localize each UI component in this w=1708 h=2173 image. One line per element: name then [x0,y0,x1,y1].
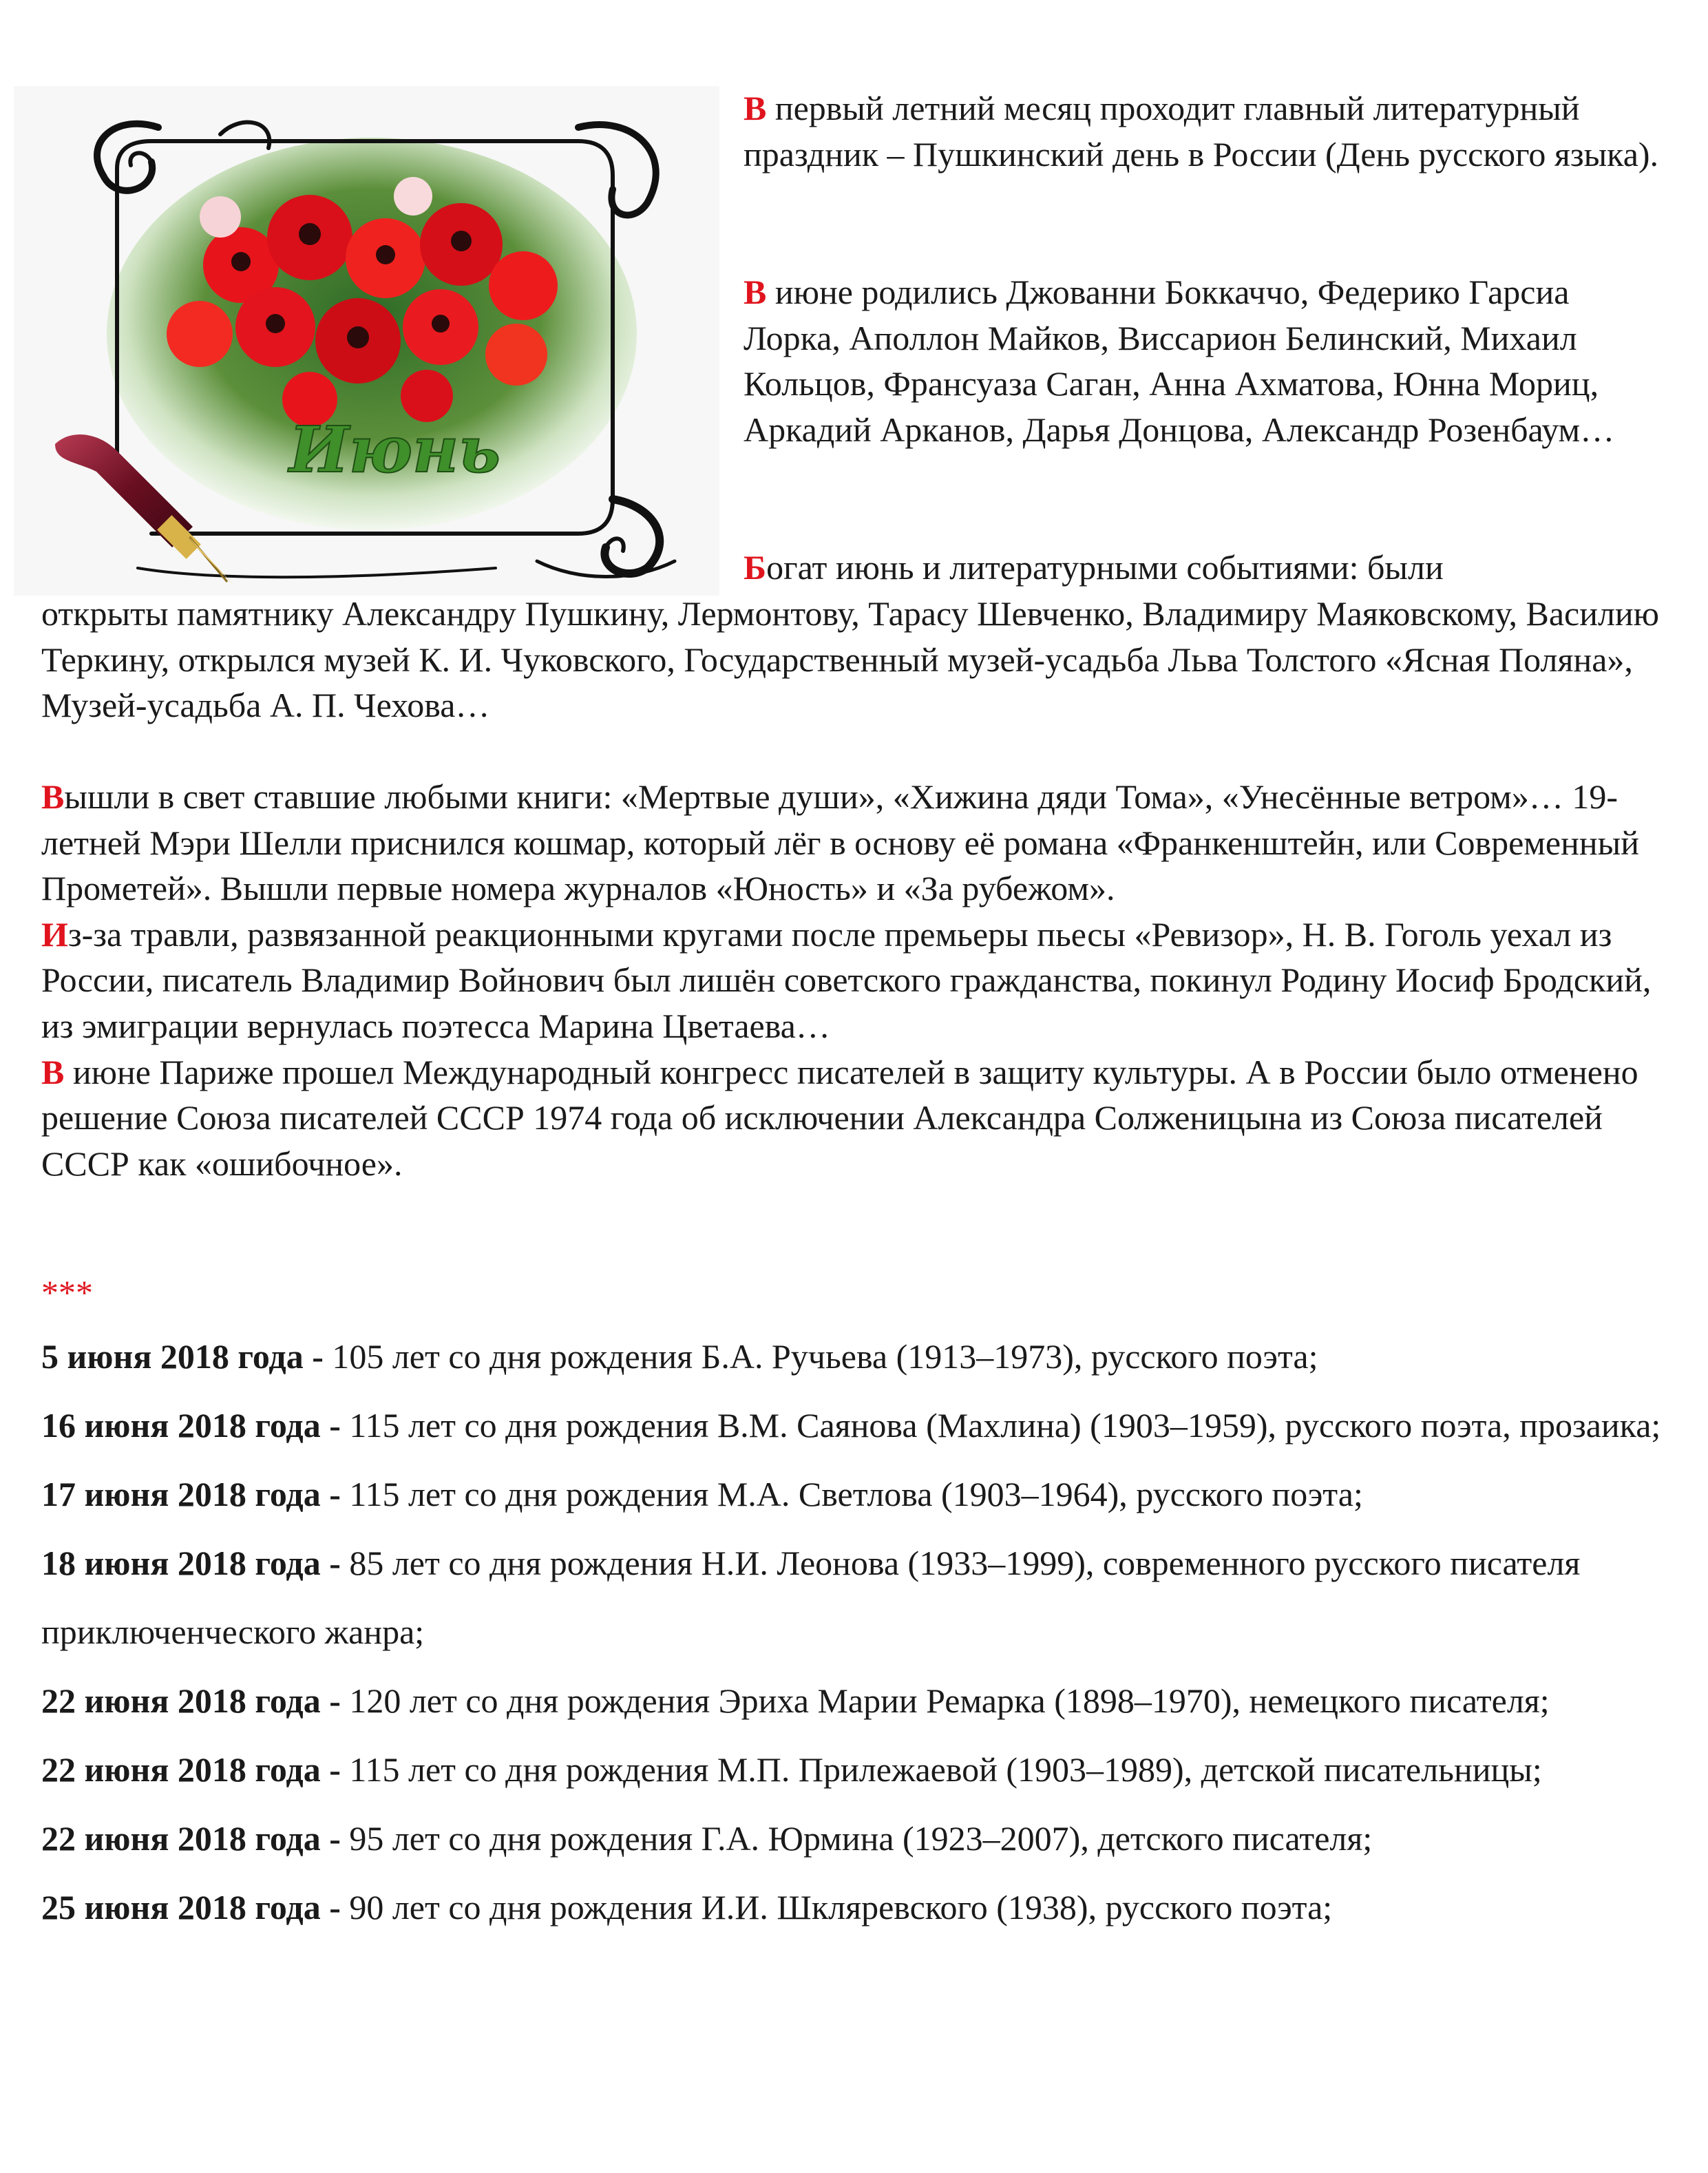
june-caption: Июнь [289,412,500,487]
event-text: 115 лет со дня рождения М.П. Прилежаевой (1903–1989), детской писательницы; [349,1750,1542,1789]
list-item [41,1873,1680,1942]
event-text: 120 лет со дня рождения Эриха Марии Ремарка (1898–1970), немецкого писателя; [349,1681,1550,1720]
event-text: 105 лет со дня рождения Б.А. Ручьева (1913–1973), русского поэта; [332,1337,1318,1376]
event-date: 18 июня 2018 года - [41,1544,350,1582]
event-date: 22 июня 2018 года - [41,1819,350,1858]
paragraph-text: з-за травли, развязанной реакционными кругами после премьеры пьесы «Ревизор», Н. В. Гоголь уехал из России, писатель Владимир Войнович был лишён советского гражданства, покинул Родину Иосиф Бродский, из эмиграции вернулась поэтесса Марина Цветаева… [41,914,1652,1045]
list-item [41,1804,1680,1873]
event-text: 95 лет со дня рождения Г.А. Юрмина (1923–2007), детского писателя; [349,1819,1373,1858]
paragraph-text: ышли в свет ставшие любыми книги: «Мертвые души», «Хижина дяди Тома», «Унесённые ветром»… 19-летней Мэри Шелли приснился кошмар, который лёг в основу её романа «Франкенштейн, или Современный Прометей». Вышли первые номера журналов «Юность» и «За рубежом». [41,777,1639,908]
event-date: 17 июня 2018 года - [41,1475,350,1513]
event-text: 115 лет со дня рождения В.М. Саянова (Махлина) (1903–1959), русского поэта, прозаика; [349,1406,1661,1445]
paragraph-text: июне Париже прошел Международный конгресс писателей в защиту культуры. А в России было отменено решение Союза писателей СССР 1974 года об исключении Александра Солженицына из Союза писателей СССР как «ошибочное». [41,1052,1638,1183]
event-date: 22 июня 2018 года - [41,1681,350,1720]
event-date: 22 июня 2018 года - [41,1750,350,1789]
intro-paragraph-6 [41,1049,1680,1187]
drop-letter: Б [744,548,767,587]
intro-paragraphs-continued [41,774,1680,1186]
paragraph-text: июне родились Джованни Боккаччо, Федерико Гарсиа Лорка, Аполлон Майков, Виссарион Белинский, Михаил Кольцов, Франсуаза Саган, Анна Ахматова, Юнна Мориц, Аркадий Арканов, Дарья Донцова, Александр Розенбаум… [744,273,1615,449]
intro-paragraph-5 [41,912,1680,1049]
event-text: 115 лет со дня рождения М.А. Светлова (1903–1964), русского поэта; [349,1475,1363,1513]
list-item [41,1529,1680,1666]
intro-paragraph-1 [744,85,1659,177]
event-date: 16 июня 2018 года - [41,1406,350,1445]
anniversary-list [41,1322,1680,1942]
list-item [41,1666,1680,1735]
drop-letter: В [744,89,767,127]
drop-letter: В [744,273,767,311]
section-separator: *** [41,1273,93,1312]
june-illustration [14,86,719,596]
event-date: 5 июня 2018 года - [41,1337,333,1376]
paragraph-text: первый летний месяц проходит главный литературный праздник – Пушкинский день в России (День русского языка). [744,89,1659,174]
intro-paragraph-2 [744,269,1659,452]
paragraph-text: огат июнь и литературными событиями: были [766,548,1444,587]
intro-paragraph-4 [41,774,1680,912]
event-text: 90 лет со дня рождения И.И. Шкляревского (1938), русского поэта; [349,1888,1333,1927]
drop-letter: В [41,777,65,816]
list-item [41,1322,1680,1391]
event-text: 85 лет со дня рождения Н.И. Леонова (1933–1999), современного русского писателя приключенческого жанра; [41,1544,1581,1651]
intro-paragraph-3-rest: открыты памятнику Александру Пушкину, Лермонтову, Тарасу Шевченко, Владимиру Маяковскому, Василию Теркину, открылся музей К. И. Чуковского, Государственный музей-усадьба Льва Толстого «Ясная Поляна», Музей-усадьба А. П. Чехова… [41,594,1660,725]
drop-letter: И [41,914,68,954]
intro-paragraph-3-lead [744,545,1694,591]
list-item [41,1391,1680,1460]
list-item [41,1460,1680,1529]
list-item [41,1735,1680,1804]
drop-letter: В [41,1052,65,1091]
event-date: 25 июня 2018 года - [41,1888,350,1927]
